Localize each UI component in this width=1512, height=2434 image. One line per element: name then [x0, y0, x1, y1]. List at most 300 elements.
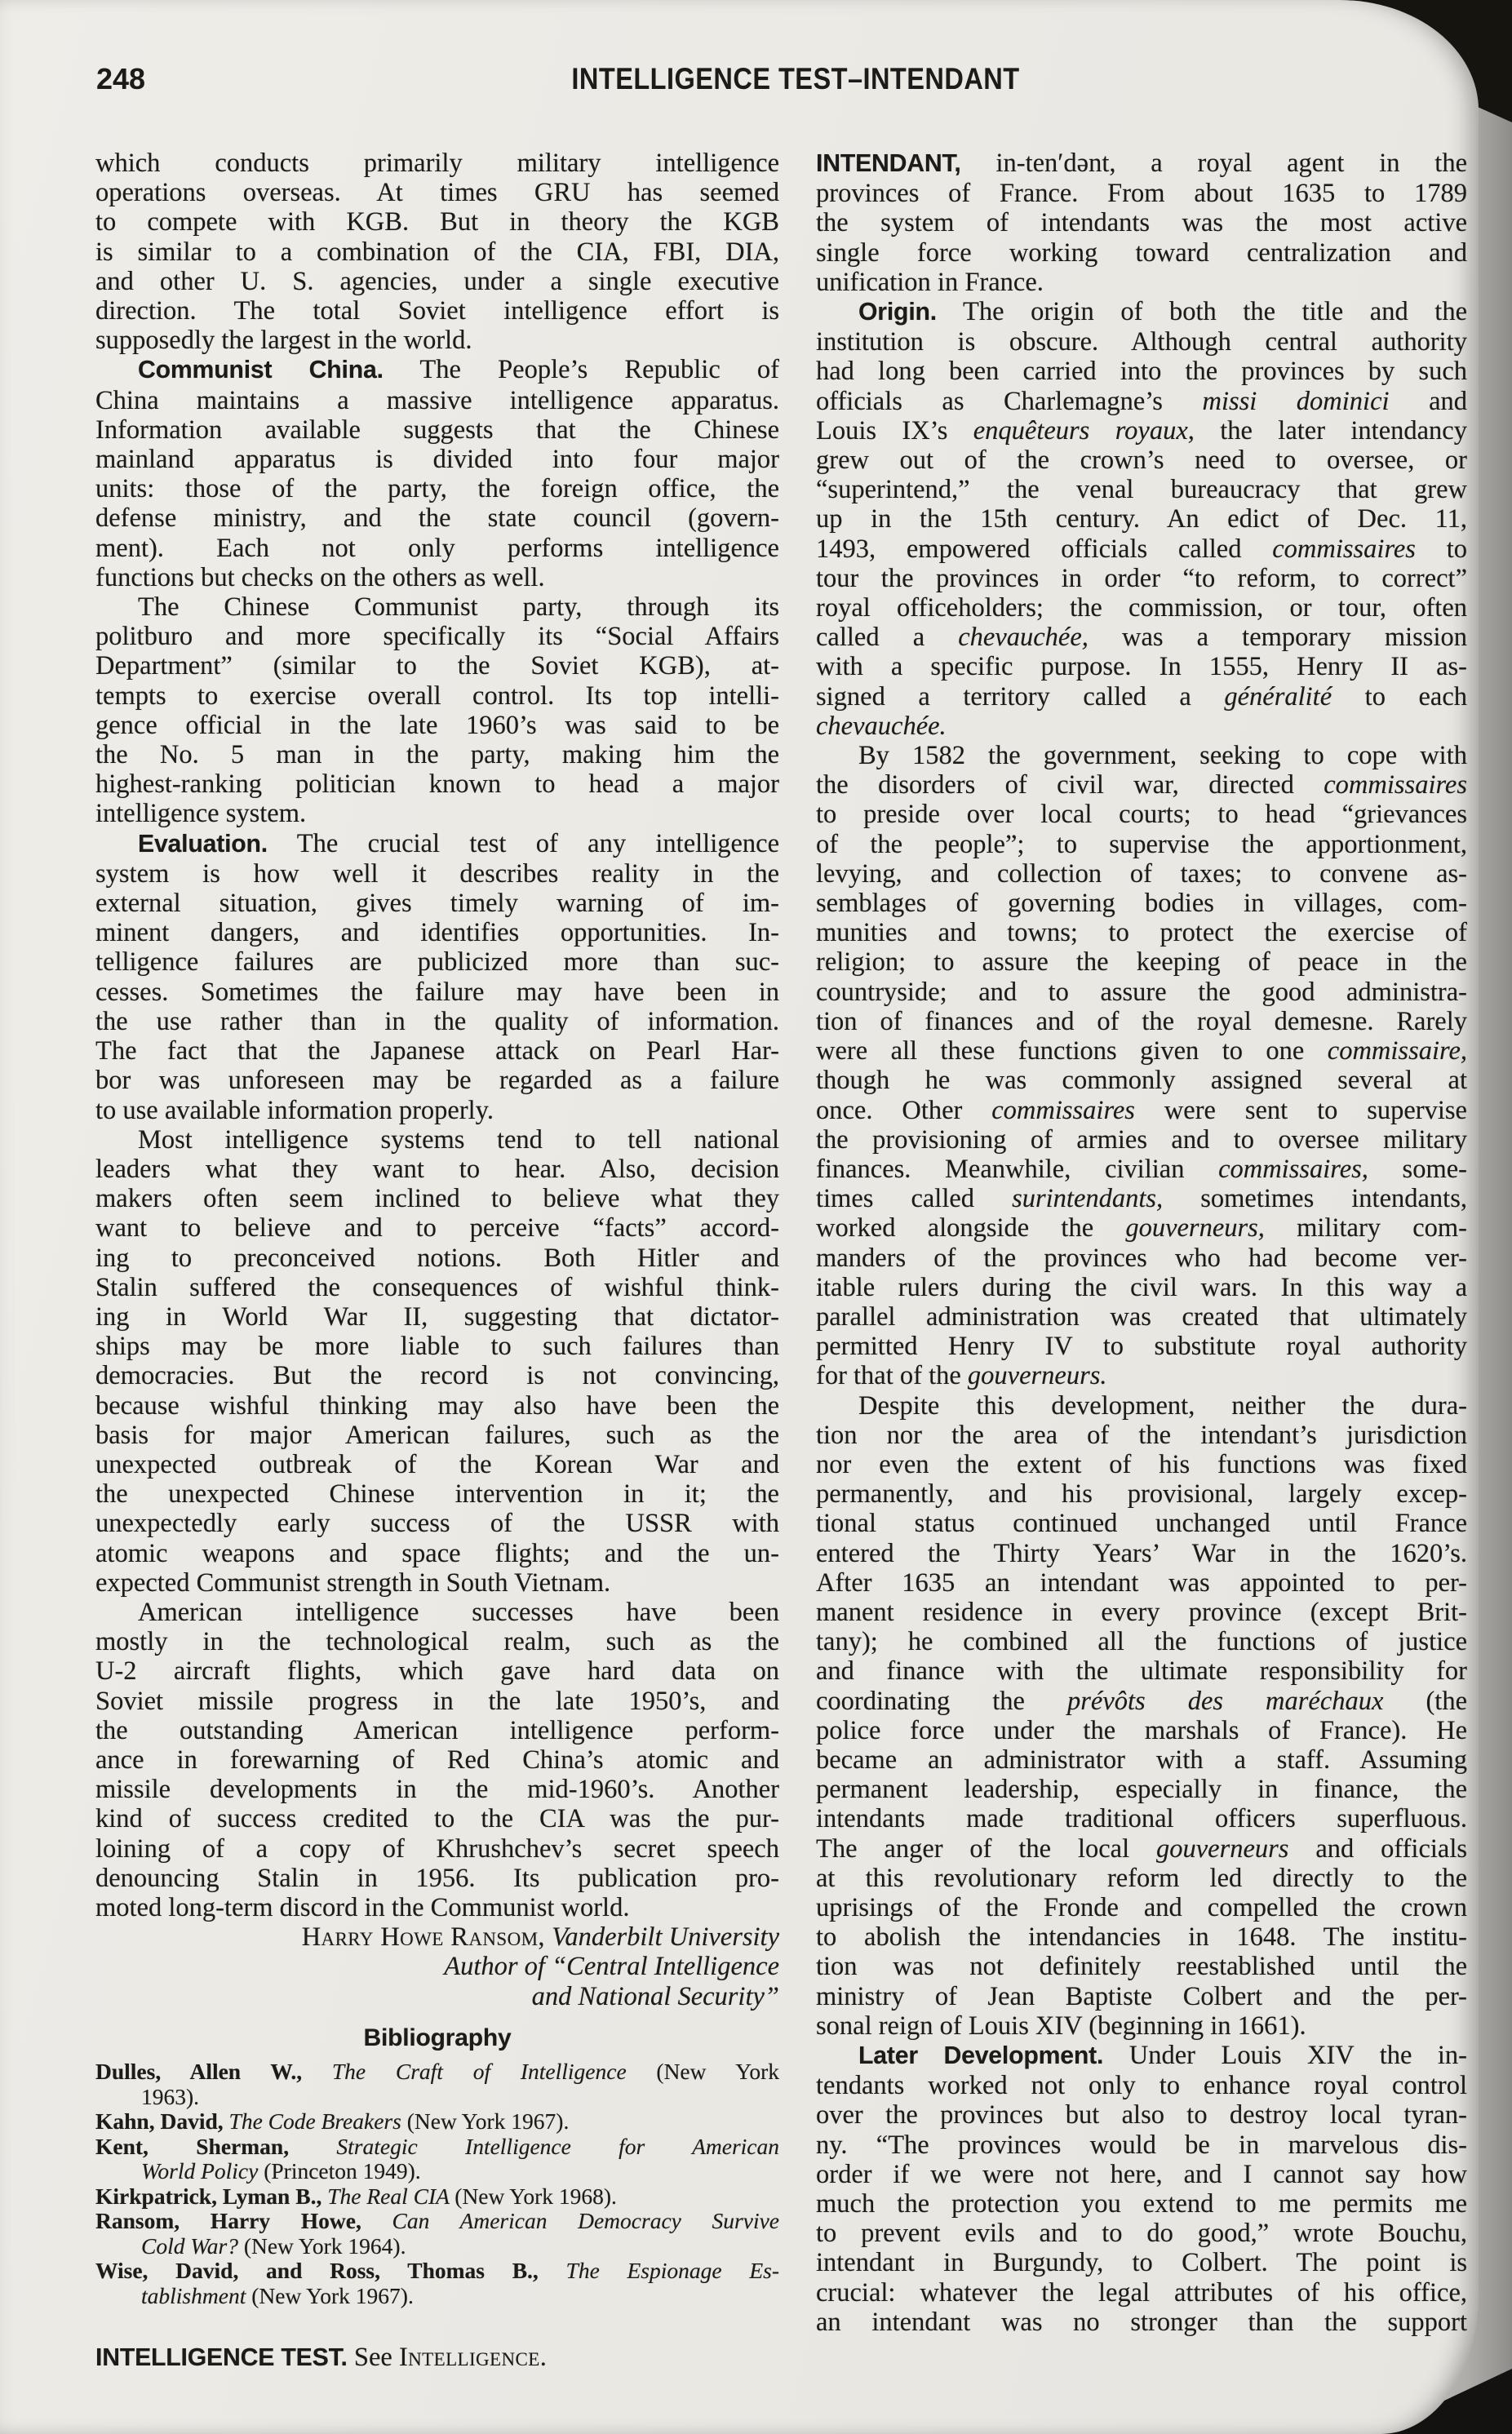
text-segment: Origin. [858, 299, 937, 326]
text-line [95, 503, 779, 533]
bibliography-entry [95, 2135, 779, 2184]
text-segment: denouncing Stalin in 1956. Its publication pro- [95, 1863, 779, 1893]
text-line [95, 267, 779, 296]
text-segment: provinces of France. From about 1635 to 1789 [816, 179, 1467, 209]
text-line [816, 1155, 1467, 1184]
paragraph [95, 592, 779, 829]
text-line [95, 769, 779, 799]
text-line [816, 2189, 1467, 2219]
text-segment: commissaires [991, 1095, 1164, 1125]
text-segment: Later Development. [858, 2042, 1104, 2069]
text-segment: grew out of the crown’s need to oversee, or [816, 446, 1467, 476]
text-line [95, 1007, 779, 1036]
text-segment: expected Communist strength in South Vietnam. [95, 1567, 611, 1598]
text-line [95, 1421, 779, 1450]
text-line [95, 207, 779, 237]
text-segment: ance in forewarning of Red China’s atomic and [95, 1745, 779, 1775]
text-line [95, 2135, 779, 2160]
text-line [95, 2023, 779, 2053]
text-line [95, 1036, 779, 1066]
text-line [95, 2259, 779, 2284]
text-segment: Louis IX’s [816, 415, 973, 446]
text-segment: ny. “The provinces would be in marvelous dis- [816, 2130, 1467, 2160]
text-segment: intendant in Burgundy, to Colbert. The point is [816, 2248, 1467, 2278]
text-segment: had long been carried into the provinces by such [816, 357, 1467, 387]
text-segment: munities and towns; to protect the exercise of [816, 918, 1467, 948]
text-segment: commissaires, [1218, 1154, 1403, 1184]
text-line [816, 830, 1467, 859]
text-segment: over the provinces but also to destroy local tyran- [816, 2100, 1467, 2130]
text-segment: commissaires [1272, 534, 1447, 564]
text-line [816, 859, 1467, 889]
text-segment: chevauchée, [958, 623, 1122, 653]
text-segment: loining of a copy of Khrushchev’s secret speech [95, 1833, 779, 1864]
text-segment: direction. The total Soviet intelligence effort is [95, 296, 779, 326]
text-line [95, 1244, 779, 1273]
text-segment: moted long-term discord in the Communist world. [95, 1892, 630, 1922]
left-column [95, 149, 779, 2373]
text-segment: semblages of governing bodies in villages, com- [816, 889, 1467, 919]
text-line [95, 1479, 779, 1509]
text-segment: Kent, Sherman, [95, 2133, 337, 2159]
text-line [816, 1096, 1467, 1125]
text-segment: U-2 aircraft flights, which gave hard data on [95, 1656, 779, 1687]
cross-reference [95, 2343, 779, 2373]
text-segment: makers often seem inclined to believe what they [95, 1184, 779, 1214]
text-segment: Harry Howe Ransom, [301, 1922, 545, 1953]
text-segment: nor even the extent of his functions was fixed [816, 1449, 1467, 1479]
text-segment: telligence failures are publicized more than suc- [95, 947, 779, 978]
text-segment: uprisings of the Fronde and compelled the crown [816, 1892, 1467, 1922]
text-line [95, 1096, 779, 1125]
text-segment: was a temporary mission [1122, 623, 1467, 653]
text-line [95, 799, 779, 828]
text-line [816, 1656, 1467, 1686]
text-line [816, 327, 1467, 357]
text-line [816, 918, 1467, 947]
text-segment: military com- [1297, 1213, 1467, 1244]
text-segment: INTELLIGENCE TEST. [95, 2344, 354, 2371]
text-segment: commissaires [1324, 770, 1467, 800]
text-line [816, 1213, 1467, 1243]
text-line [816, 593, 1467, 623]
text-segment: basis for major American failures, such as the [95, 1420, 779, 1450]
text-line [95, 534, 779, 563]
text-line [95, 1952, 779, 1981]
text-segment: The People’s Republic of [383, 355, 779, 385]
text-line [95, 829, 779, 859]
page-header-title: INTELLIGENCE TEST–INTENDANT [571, 62, 1020, 95]
bibliography-entry [95, 2259, 779, 2308]
text-line [95, 681, 779, 711]
text-segment: and other U. S. agencies, under a single executive [95, 266, 779, 296]
bibliography-entry [95, 2059, 779, 2109]
text-line [95, 1775, 779, 1804]
text-line [816, 1332, 1467, 1361]
text-segment: with a specific purpose. In 1555, Henry II as- [816, 652, 1467, 682]
text-segment: though he was commonly assigned several at [816, 1066, 1467, 1096]
text-segment: The Chinese Communist party, through its [138, 592, 779, 623]
text-line [95, 474, 779, 503]
text-segment: (New York [656, 2059, 779, 2084]
text-line [95, 1509, 779, 1538]
text-line [95, 740, 779, 769]
text-line [816, 268, 1467, 297]
text-segment: atomic weapons and space flights; and the un- [95, 1538, 779, 1568]
text-line [95, 386, 779, 415]
text-segment: missi dominici [1202, 386, 1430, 416]
text-segment: highest-ranking politician known to head a major [95, 769, 779, 800]
text-line [816, 1598, 1467, 1627]
text-segment: cesses. Sometimes the failure may have been in [95, 977, 779, 1007]
text-segment: China maintains a massive intelligence apparatus. [95, 385, 779, 415]
text-segment: tion nor the area of the intendant’s jurisdiction [816, 1420, 1467, 1450]
text-line [95, 445, 779, 474]
text-line [95, 622, 779, 651]
text-line [816, 2100, 1467, 2130]
text-line [95, 1864, 779, 1893]
text-segment: intendants made traditional officers superfluous. [816, 1804, 1467, 1834]
text-line [816, 564, 1467, 593]
text-segment: ing to preconceived notions. Both Hitler and [95, 1243, 779, 1273]
text-segment: Evaluation. [138, 830, 268, 858]
text-line [816, 1804, 1467, 1833]
text-segment: gouverneurs. [967, 1361, 1107, 1391]
text-segment: Department” (similar to the Soviet KGB), at- [95, 651, 779, 681]
text-line [95, 1804, 779, 1833]
text-segment: up in the 15th century. An edict of Dec. 11, [816, 504, 1467, 534]
text-segment: unexpected outbreak of the Korean War and [95, 1449, 779, 1479]
text-line [816, 1568, 1467, 1598]
text-line [95, 1125, 779, 1155]
text-segment: Most intelligence systems tend to tell national [138, 1124, 779, 1155]
text-line [95, 1656, 779, 1686]
text-segment: surintendants, [1012, 1184, 1201, 1214]
text-line [816, 1391, 1467, 1421]
paragraph [95, 829, 779, 1125]
text-segment: manders of the provinces who had become ver- [816, 1243, 1467, 1273]
text-line [95, 237, 779, 267]
text-segment: tany); he combined all the functions of justice [816, 1627, 1467, 1657]
text-segment: units: those of the party, the foreign office, the [95, 474, 779, 504]
bibliography-entry [95, 2209, 779, 2259]
text-segment: to use available information properly. [95, 1095, 494, 1125]
text-line [95, 149, 779, 178]
text-line [816, 238, 1467, 268]
text-line [816, 208, 1467, 237]
text-segment: (New York 1967). [251, 2282, 414, 2308]
text-segment: The anger of the local [816, 1833, 1156, 1864]
text-segment: single force working toward centralization and [816, 237, 1467, 268]
text-line [95, 1922, 779, 1952]
text-line [816, 1716, 1467, 1745]
text-line [816, 2278, 1467, 2308]
text-segment: (the [1426, 1686, 1467, 1716]
text-segment: and finance with the ultimate responsibility for [816, 1656, 1467, 1687]
text-line [816, 1745, 1467, 1775]
text-segment: Can American Democracy Survive [392, 2208, 779, 2233]
text-line [816, 2160, 1467, 2189]
text-segment: Under Louis XIV the in- [1103, 2041, 1468, 2070]
text-line [816, 652, 1467, 681]
text-segment: tablishment [141, 2282, 252, 2308]
text-line [95, 592, 779, 622]
text-segment: unexpectedly early success of the USSR with [95, 1509, 779, 1539]
text-segment: The crucial test of any intelligence [268, 828, 779, 858]
text-segment: commissaire, [1327, 1036, 1467, 1066]
text-line [95, 2209, 779, 2234]
text-segment: généralité [1224, 681, 1365, 712]
text-line [95, 1184, 779, 1213]
text-line [95, 1716, 779, 1745]
text-line [816, 297, 1467, 327]
text-segment: times called [816, 1184, 1013, 1214]
text-segment: sonal reign of Louis XIV (beginning in 1661). [816, 2011, 1306, 2041]
text-segment: missile developments in the mid-1960’s. Another [95, 1775, 779, 1805]
text-segment: ment). Each not only performs intelligence [95, 533, 779, 563]
text-line [95, 1627, 779, 1656]
paragraph [816, 2041, 1467, 2337]
text-segment: for that of the [816, 1361, 968, 1391]
text-line [95, 2159, 779, 2184]
text-segment: See [353, 2343, 399, 2372]
paragraph [95, 1125, 779, 1598]
text-segment: Strategic Intelligence for American [336, 2133, 779, 2159]
text-segment: Author of “Central Intelligence [444, 1952, 779, 1982]
text-segment: is similar to a combination of the CIA, FBI, DIA, [95, 237, 779, 267]
text-segment: tion of finances and of the royal demesne. Rarely [816, 1006, 1467, 1036]
text-line [816, 149, 1467, 179]
text-segment: “superintend,” the venal bureaucracy that grew [816, 475, 1467, 505]
paragraph [95, 355, 779, 592]
text-line [95, 2184, 779, 2210]
text-segment: mainland apparatus is divided into four major [95, 445, 779, 475]
text-line [95, 2059, 779, 2085]
text-line [816, 623, 1467, 652]
text-segment: kind of success credited to the CIA was the pur- [95, 1804, 779, 1834]
text-segment: finances. Meanwhile, civilian [816, 1154, 1219, 1184]
text-segment: ing in World War II, suggesting that dictator- [95, 1301, 779, 1332]
text-line [816, 2308, 1467, 2337]
text-line [816, 889, 1467, 918]
text-segment: some- [1402, 1154, 1467, 1184]
text-line [816, 682, 1467, 712]
text-segment: ships may be more liable to such failures than [95, 1332, 779, 1362]
text-segment: INTENDANT, [816, 150, 996, 177]
text-line [816, 1952, 1467, 1981]
text-segment: The Craft of Intelligence [331, 2059, 657, 2084]
text-line [95, 1687, 779, 1716]
text-segment: enquêteurs royaux, [973, 415, 1221, 446]
text-line [95, 178, 779, 207]
text-segment: The Real CIA [327, 2183, 455, 2209]
text-line [816, 712, 1467, 741]
text-segment: to each [1364, 681, 1467, 712]
page-number: 248 [96, 62, 146, 95]
text-line [816, 2011, 1467, 2041]
text-line [95, 2343, 779, 2373]
text-line [816, 387, 1467, 416]
text-line [95, 2109, 779, 2135]
text-segment: officials as Charlemagne’s [816, 386, 1203, 416]
text-line [95, 978, 779, 1007]
text-segment: itable rulers during the civil wars. In this way a [816, 1272, 1467, 1302]
text-line [816, 504, 1467, 534]
text-line [95, 889, 779, 918]
text-segment: The origin of both the title and the [936, 297, 1467, 327]
text-segment: Despite this development, neither the dura- [858, 1390, 1467, 1421]
text-segment: and National Security” [531, 1981, 779, 2011]
text-line [816, 1539, 1467, 1568]
text-segment: the unexpected Chinese intervention in it; the [95, 1479, 779, 1510]
text-segment: tempts to exercise overall control. Its top intelli- [95, 681, 779, 711]
text-line [816, 446, 1467, 475]
bibliography-entry [95, 2109, 779, 2135]
text-line [816, 1509, 1467, 1538]
text-segment: tendants worked not only to enhance royal control [816, 2071, 1467, 2101]
text-line [816, 1450, 1467, 1479]
text-segment: intelligence system. [95, 799, 307, 829]
text-segment: countryside; and to assure the good administra- [816, 977, 1467, 1007]
paragraph [95, 1598, 779, 1922]
text-line [816, 1273, 1467, 1302]
text-line [816, 1893, 1467, 1922]
text-line [816, 1421, 1467, 1450]
text-line [95, 859, 779, 889]
text-segment: (New York 1964). [243, 2232, 406, 2259]
text-segment: were sent to supervise [1164, 1095, 1467, 1125]
text-line [95, 355, 779, 385]
text-line [816, 1775, 1467, 1804]
text-segment: royal officeholders; the commission, or tour, often [816, 593, 1467, 623]
text-line [816, 357, 1467, 386]
text-segment: Kirkpatrick, Lyman B., [95, 2183, 328, 2209]
text-line [816, 1922, 1467, 1952]
text-line [95, 1302, 779, 1332]
paragraph [816, 1391, 1467, 2041]
text-segment: which conducts primarily military intelligence [95, 149, 779, 178]
text-segment: By 1582 the government, seeking to cope with [858, 741, 1467, 771]
text-segment: democracies. But the record is not convincing, [95, 1361, 779, 1391]
text-line [816, 416, 1467, 446]
text-line [816, 1627, 1467, 1656]
text-line [816, 2248, 1467, 2277]
text-segment: (New York 1968). [454, 2183, 617, 2209]
text-segment: to [1446, 534, 1467, 564]
text-segment: Cold War? [141, 2232, 244, 2259]
text-segment: once. Other [816, 1095, 992, 1125]
text-segment: external situation, gives timely warning of im- [95, 889, 779, 919]
text-line [95, 326, 779, 355]
text-line [816, 2219, 1467, 2248]
text-segment: minent dangers, and identifies opportunities. In- [95, 918, 779, 948]
text-line [816, 1007, 1467, 1036]
text-line [816, 1361, 1467, 1390]
text-segment: sometimes intendants, [1200, 1184, 1467, 1214]
text-segment: World Policy [141, 2158, 264, 2184]
text-segment: institution is obscure. Although central authority [816, 327, 1467, 357]
text-line [95, 947, 779, 977]
text-line [95, 1361, 779, 1390]
text-line [816, 1834, 1467, 1864]
text-segment: Dulles, Allen W., [95, 2059, 332, 2084]
text-segment: ministry of Jean Baptiste Colbert and the per- [816, 1981, 1467, 2011]
text-segment: bor was unforeseen may be regarded as a failure [95, 1066, 779, 1096]
text-segment: unification in France. [816, 267, 1044, 297]
text-segment: Vanderbilt University [544, 1922, 779, 1953]
text-line [95, 711, 779, 740]
text-segment: tion was not definitely reestablished until the [816, 1952, 1467, 1982]
text-segment: signed a territory called a [816, 681, 1225, 712]
text-segment: functions but checks on the others as well. [95, 562, 545, 592]
text-segment: the system of intendants was the most active [816, 208, 1467, 238]
text-line [95, 1745, 779, 1775]
text-line [816, 2041, 1467, 2071]
text-line [816, 1479, 1467, 1509]
text-segment: (New York 1967). [406, 2108, 570, 2134]
text-line [95, 1539, 779, 1568]
text-segment: were all these functions given to one [816, 1036, 1328, 1066]
text-line [95, 415, 779, 445]
text-segment: (Princeton 1949). [264, 2158, 421, 2184]
text-segment: and officials [1315, 1833, 1467, 1864]
text-line [95, 1391, 779, 1421]
text-segment: to abolish the intendancies in 1648. The institu- [816, 1922, 1467, 1953]
text-segment: Soviet missile progress in the late 1950’s, and [95, 1686, 779, 1716]
text-line [95, 1982, 779, 2011]
text-segment: at this revolutionary reform led directly to the [816, 1863, 1467, 1893]
text-segment: gence official in the late 1960’s was said to be [95, 710, 779, 740]
text-line [95, 2284, 779, 2309]
text-line [816, 978, 1467, 1007]
text-line [95, 651, 779, 681]
text-segment: The fact that the Japanese attack on Pearl Har- [95, 1036, 779, 1066]
text-segment: became an administrator with a staff. Assuming [816, 1745, 1467, 1775]
text-segment: Stalin suffered the consequences of wishful think- [95, 1272, 779, 1302]
text-segment: permanent leadership, especially in finance, the [816, 1775, 1467, 1805]
text-line [816, 534, 1467, 564]
text-segment: After 1635 an intendant was appointed to per- [816, 1567, 1467, 1598]
text-line [816, 800, 1467, 829]
text-segment: prévôts des maréchaux [1067, 1686, 1426, 1716]
text-line [816, 179, 1467, 208]
text-line [816, 475, 1467, 504]
text-segment: 1963). [141, 2083, 200, 2109]
text-segment: mostly in the technological realm, such as the [95, 1627, 779, 1657]
text-line [816, 1036, 1467, 1066]
text-segment: of the people”; to supervise the apportionment, [816, 829, 1467, 859]
text-line [816, 1125, 1467, 1155]
text-segment: to preside over local courts; to head “grievances [816, 800, 1467, 830]
text-line [95, 1332, 779, 1361]
text-line [816, 1244, 1467, 1273]
text-segment: defense ministry, and the state council (govern- [95, 503, 779, 534]
bibliography-entry [95, 2184, 779, 2210]
text-line [816, 2130, 1467, 2160]
text-segment: crucial: whatever the legal attributes of his office, [816, 2277, 1467, 2308]
text-segment: Wise, David, and Ross, Thomas B., [95, 2258, 566, 2283]
text-line [95, 2085, 779, 2110]
text-segment: gouverneurs [1155, 1833, 1316, 1864]
text-segment: leaders what they want to hear. Also, decision [95, 1154, 779, 1184]
text-segment: worked alongside the [816, 1213, 1126, 1244]
text-line [816, 1982, 1467, 2011]
text-line [95, 1273, 779, 1302]
text-segment: coordinating the [816, 1686, 1068, 1716]
text-segment: The Code Breakers [228, 2108, 407, 2134]
bibliography-heading [95, 2023, 779, 2053]
paragraph [95, 149, 779, 355]
